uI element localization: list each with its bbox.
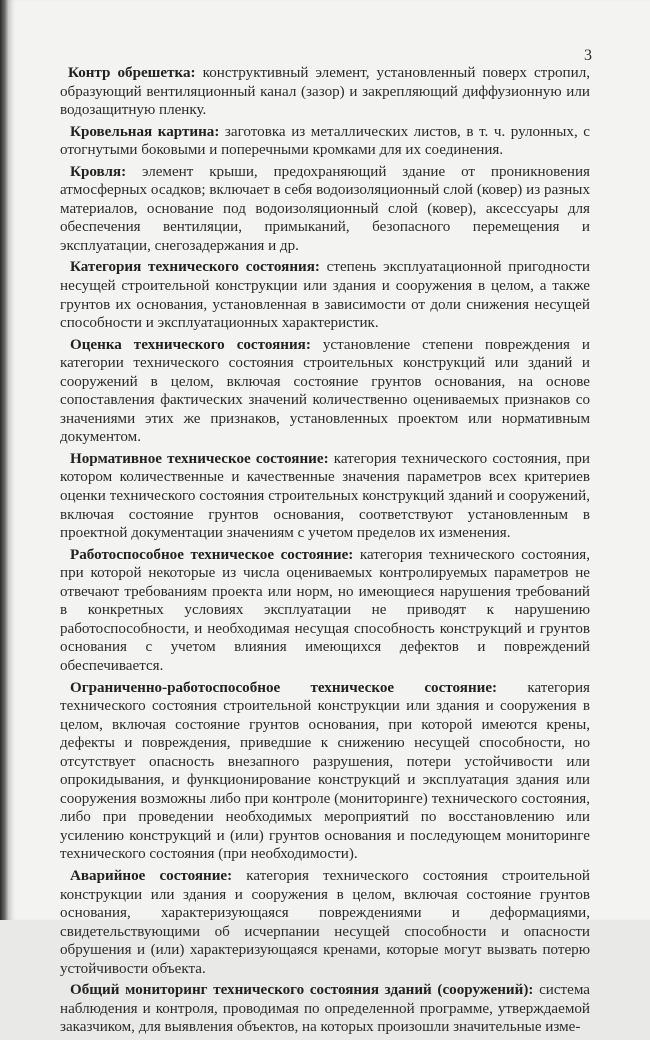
glossary-entry (60, 163, 590, 256)
glossary-definition: установление степени повреждения и категории технического состояния строительных конструкций или зданий и сооружений в целом, включая состояние грунтов основания, на основе сопоставления фактических значений количественно оцениваемых признаков со значениями этих же признаков, установленных проектом или нормативным документом. (60, 336, 590, 446)
glossary-term: Нормативное техническое состояние: (70, 450, 329, 467)
glossary-definition: заготовка из металлических листов, в т. ч. рулонных, с отогнутыми боковыми и поперечными кромками для их соединения. (60, 123, 590, 159)
glossary-definition: степень эксплуатационной пригодности несущей строительной конструкции или здания и сооружения в целом, а также грунтов их основания, установленная в зависимости от доли снижения несущей способности и эксплуатационных характеристик. (60, 259, 590, 332)
glossary-text (60, 64, 590, 1040)
glossary-entry (60, 679, 590, 864)
glossary-term: Работоспособное техническое состояние: (70, 546, 354, 563)
glossary-definition: элемент крыши, предохраняющий здание от проникновения атмосферных осадков; включает в себя водоизоляционный слой (ковер) из разных материалов, основание под водоизоляционный слой (ковер), аксессуары для обеспечения вентиляции, примыканий, безопасного перемещения и эксплуатации, снегозадержания и др. (60, 163, 590, 254)
glossary-definition: система наблюдения и контроля, проводимая по определенной программе, утверждаемой заказчиком, для выявления объектов, на которых произошли значительные изме- (60, 982, 591, 1036)
glossary-entry (60, 64, 590, 120)
document-page (8, 0, 650, 1036)
binding-edge (0, 0, 8, 920)
glossary-term: Кровля: (70, 163, 127, 180)
glossary-entry (60, 867, 590, 978)
glossary-definition: конструктивный элемент, установленный поверх стропил, образующий вентиляционный канал (зазор) и закрепляющий диффузионную или водозащитную пленку. (60, 65, 590, 119)
glossary-entry (60, 258, 590, 332)
glossary-definition: категория технического состояния, при которой некоторые из числа оцениваемых контролируемых параметров не отвечают требованиям проекта или норм, но имеющиеся нарушения требований в конкретных условиях эксплуатации не приводят к нарушению работоспособности, и необходимая несущая способность конструкций и грунтов основания с учетом влияния имеющихся дефектов и повреждений обеспечивается. (60, 546, 591, 674)
glossary-term: Кровельная картина: (70, 123, 220, 140)
glossary-entry (60, 981, 590, 1037)
glossary-definition: категория технического состояния строительной конструкции или здания и сооружения в целом, включая состояние грунтов основания, характеризующаяся повреждениями и деформациями, свидетельствующими об исчерпании несущей способности и опасности обрушения и (или) характеризующаяся кренами, которые могут вызвать потерю устойчивости объекта. (60, 867, 590, 977)
glossary-entry (60, 546, 590, 676)
glossary-term: Ограниченно-работоспособное техническое состояние: (70, 679, 498, 696)
glossary-term: Категория технического состояния: (70, 259, 320, 276)
page-number: 3 (584, 47, 592, 64)
glossary-entry (60, 123, 590, 160)
glossary-term: Контр обрешетка: (68, 65, 196, 81)
glossary-term: Аварийное состояние: (70, 867, 233, 884)
glossary-term: Оценка технического состояния: (70, 336, 311, 353)
glossary-definition: категория технического состояния строительной конструкции или здания и сооружения в целом, включая состояние грунтов основания, при которой имеются крены, дефекты и повреждения, приведшие к снижению несущей способности, но отсутствует опасность внезапного разрушения, потери устойчивости или опрокидывания, и функционирование конструкций и эксплуатация здания или сооружения возможны либо при контроле (мониторинге) технического состояния, либо при проведении необходимых мероприятий по восстановлению или усилению конструкций и (или) грунтов основания и последующем мониторинге технического состояния (при необходимости). (60, 679, 590, 863)
glossary-definition: категория технического состояния, при котором количественные и качественные значения параметров всех критериев оценки технического состояния строительных конструкций зданий и сооружений, включая состояние грунтов основания, соответствуют установленным в проектной документации значениям с учетом пределов их изменения. (60, 450, 590, 542)
glossary-entry (60, 450, 590, 543)
glossary-entry (60, 336, 590, 447)
glossary-term: Общий мониторинг технического состояния зданий (сооружений): (70, 982, 534, 999)
